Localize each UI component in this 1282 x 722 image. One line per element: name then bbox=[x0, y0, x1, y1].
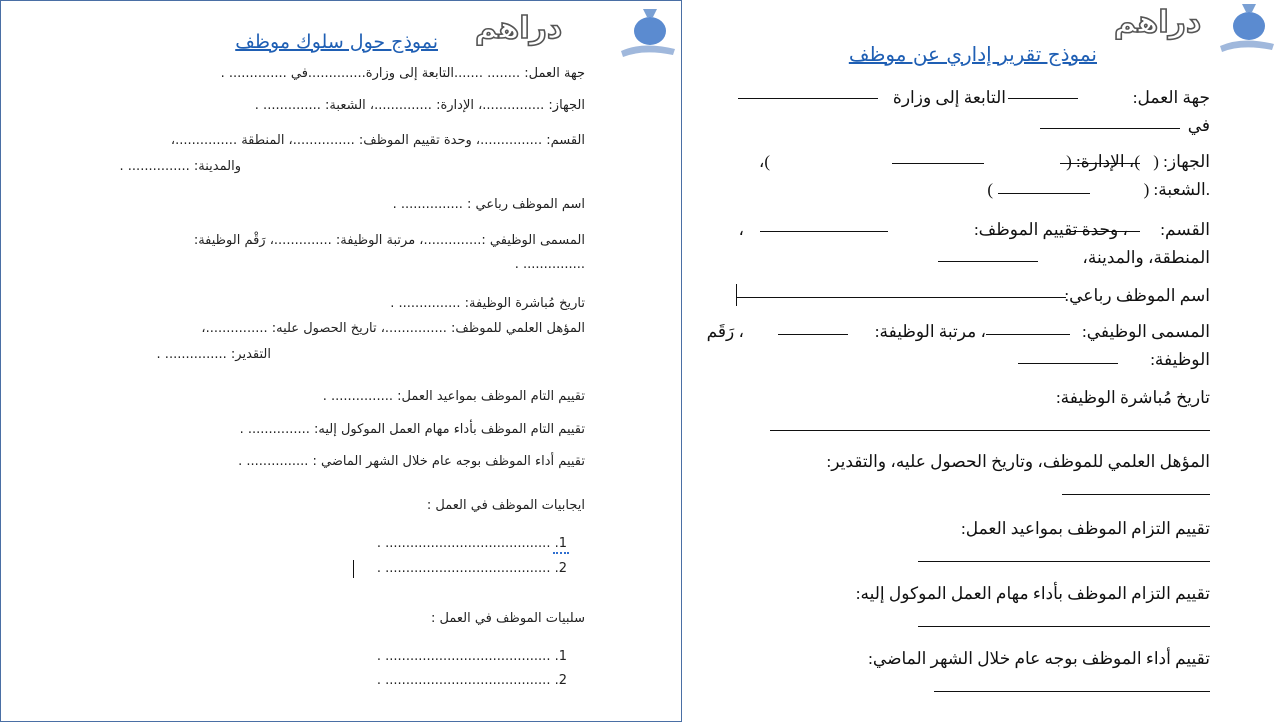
qualification-blank bbox=[1062, 494, 1210, 495]
administration-close: )، bbox=[758, 152, 770, 171]
job-number-label: ، رَقَم bbox=[706, 322, 744, 341]
employee-name-label: اسم الموظف رباعي: bbox=[1064, 286, 1210, 305]
left-line-17: سلبيات الموظف في العمل : bbox=[430, 611, 585, 626]
job-title-label: المسمى الوظيفي: bbox=[1082, 322, 1210, 341]
left-list-negative-1: 1. ........................................ . bbox=[376, 649, 567, 664]
text-cursor bbox=[736, 284, 737, 306]
start-date-label: تاريخ مُباشرة الوظيفة: bbox=[1055, 388, 1210, 407]
left-line-13: تقييم أداء الموظف بوجه عام خلال الشهر الماضي : ............... . bbox=[238, 454, 585, 469]
in-blank bbox=[1040, 128, 1180, 129]
left-line-14: ايجابيات الموظف في العمل : bbox=[426, 498, 585, 513]
job-number-blank bbox=[1018, 363, 1118, 364]
left-doc-title: نموذج حول سلوك موظف bbox=[235, 31, 438, 53]
job-rank-blank bbox=[778, 334, 848, 335]
qualification-label: المؤهل العلمي للموظف، وتاريخ الحصول عليه، والتقدير: bbox=[826, 452, 1210, 471]
ministry-label: التابعة إلى وزارة bbox=[892, 88, 1006, 107]
right-doc-title: نموذج تقرير إداري عن موظف bbox=[848, 42, 1097, 66]
job-title-blank bbox=[986, 334, 1070, 335]
logo-text: دراهم bbox=[475, 11, 563, 46]
job-number-label-2: الوظيفة: bbox=[1150, 350, 1210, 369]
right-document-page bbox=[690, 0, 1282, 722]
left-line-11: تقييم التام الموظف بمواعيد العمل: ............... . bbox=[322, 389, 585, 404]
region-city-blank bbox=[938, 261, 1038, 262]
logo-text: دراهم bbox=[1114, 5, 1202, 40]
left-line-7: ............... . bbox=[514, 257, 585, 272]
job-rank-label: ، مرتبة الوظيفة: bbox=[874, 322, 986, 341]
evaluation-unit-label: ، وحدة تقييم الموظف: bbox=[973, 220, 1128, 239]
punctuality-label: تقييم التزام الموظف بمواعيد العمل: bbox=[961, 519, 1210, 538]
task-performance-blank bbox=[918, 626, 1210, 627]
left-line-3: القسم: ...............، وحدة تقييم الموظف: ...............، المنطقة ...............، bbox=[170, 133, 585, 148]
device-label: الجهاز: ( bbox=[1153, 152, 1210, 171]
division-blank bbox=[998, 193, 1090, 194]
ministry-blank bbox=[738, 98, 878, 99]
administration-label: )، الإدارة: ( bbox=[1066, 152, 1140, 171]
left-line-4: والمدينة: ............... . bbox=[119, 159, 241, 174]
left-line-5: اسم الموظف رباعي : ............... . bbox=[392, 197, 585, 212]
left-line-9: المؤهل العلمي للموظف: ...............، تاريخ الحصول عليه: ...............، bbox=[201, 321, 585, 336]
left-list-positive-1: 1. ........................................ . bbox=[376, 536, 567, 551]
punctuality-blank bbox=[918, 561, 1210, 562]
start-date-blank bbox=[770, 430, 1210, 431]
spell-check-underline bbox=[553, 550, 569, 554]
employee-name-blank bbox=[736, 297, 1066, 298]
left-line-12: تقييم التام الموظف بأداء مهام العمل الموكول إليه: ............... . bbox=[239, 422, 585, 437]
division-close: ) bbox=[987, 180, 993, 199]
overall-performance-label: تقييم أداء الموظف بوجه عام خلال الشهر الماضي: bbox=[868, 649, 1210, 668]
logo-bag-icon bbox=[1212, 0, 1280, 54]
left-line-6: المسمى الوظيفي :..............، مرتبة الوظيفة: ..............، رَقْم الوظيفة: bbox=[193, 233, 585, 248]
text-cursor bbox=[353, 560, 354, 578]
evaluation-unit-blank bbox=[760, 231, 888, 232]
division-label: .الشعبة: ( bbox=[1143, 180, 1210, 199]
evaluation-unit-comma: ، bbox=[738, 220, 744, 239]
overall-performance-blank bbox=[934, 691, 1210, 692]
left-line-10: التقدير: ............... . bbox=[156, 347, 271, 362]
section-label: القسم: bbox=[1160, 220, 1210, 239]
left-list-negative-2: 2. ........................................ . bbox=[376, 673, 567, 688]
logo-bag-icon bbox=[613, 3, 681, 59]
task-performance-label: تقييم التزام الموظف بأداء مهام العمل الموكول إليه: bbox=[855, 584, 1210, 603]
left-line-1: جهة العمل: ........ .......التابعة إلى وزارة..............في .............. . bbox=[220, 66, 585, 81]
administration-blank bbox=[892, 163, 984, 164]
left-line-2: الجهاز: ...............، الإدارة: ..............، الشعبة: .............. . bbox=[254, 98, 585, 113]
left-line-8: تاريخ مُباشرة الوظيفة: ............... . bbox=[390, 296, 585, 311]
in-label: في bbox=[1187, 116, 1210, 135]
left-list-positive-2: 2. ........................................ . bbox=[376, 561, 567, 576]
region-city-label: المنطقة، والمدينة، bbox=[1082, 248, 1210, 267]
work-entity-blank bbox=[1008, 98, 1078, 99]
work-entity-label: جهة العمل: bbox=[1132, 88, 1210, 107]
